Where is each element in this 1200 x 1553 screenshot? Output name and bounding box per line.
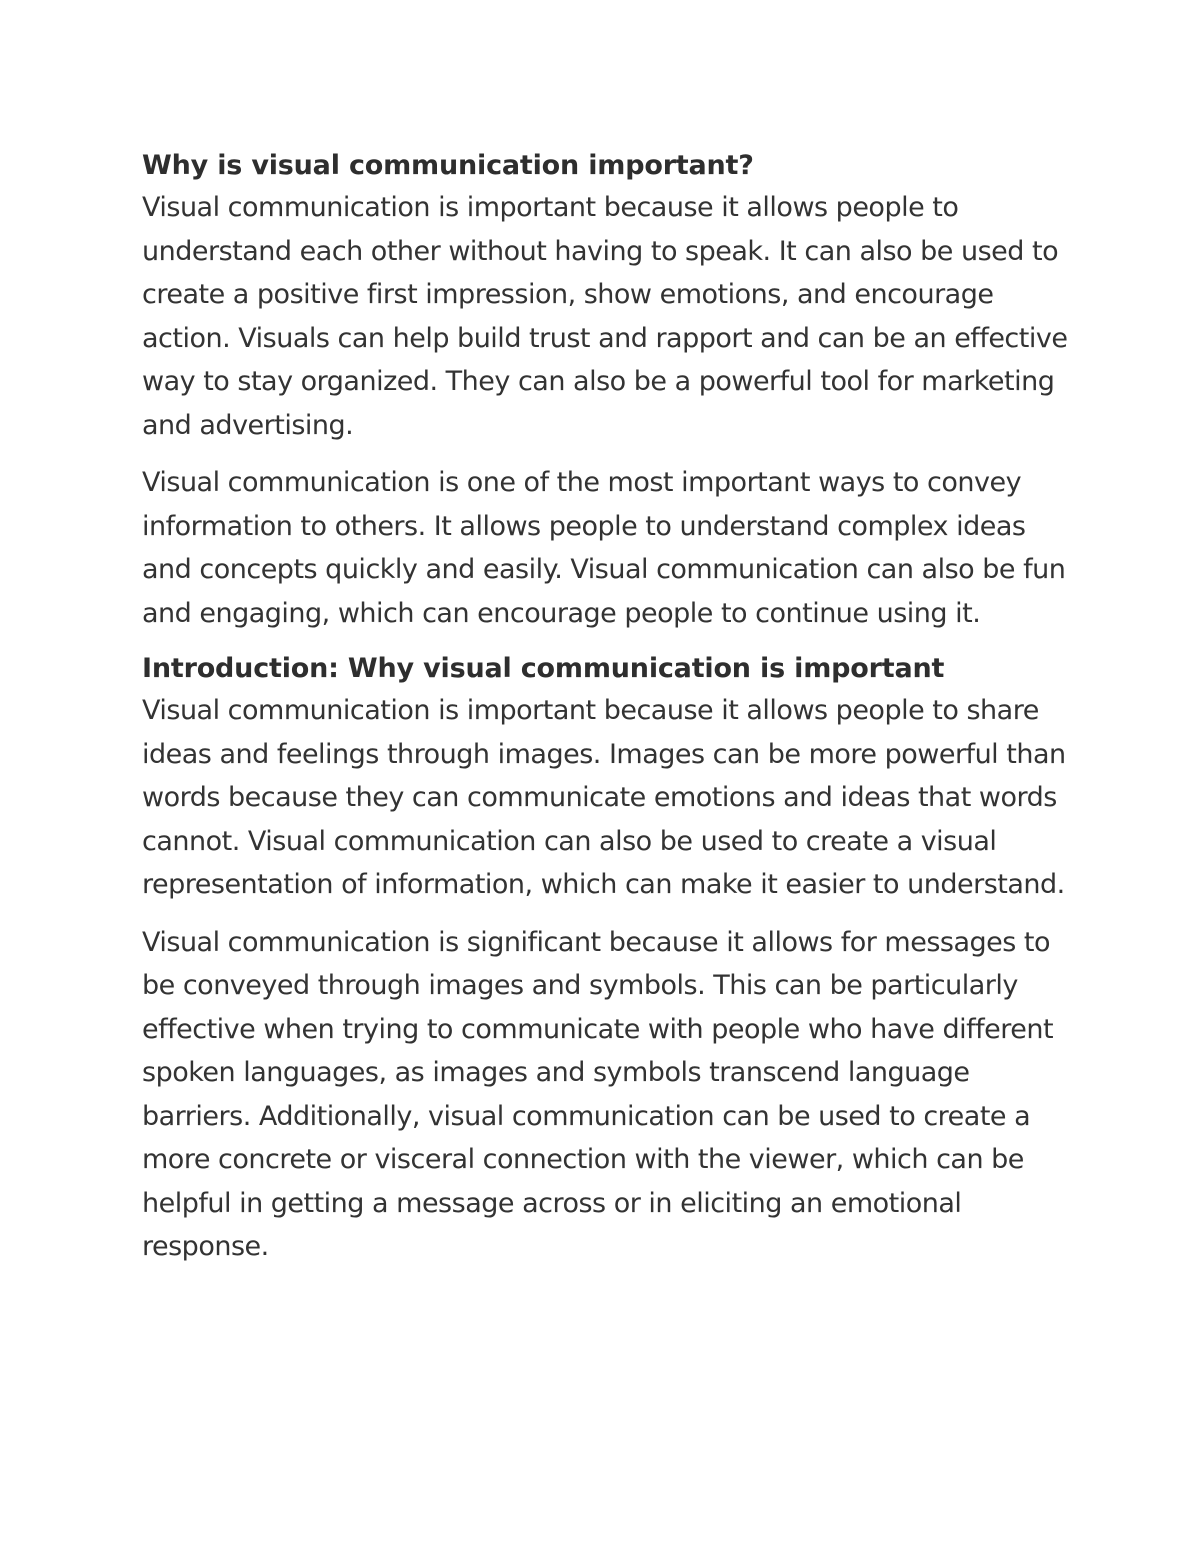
paragraph: Visual communication is one of the most important ways to convey information to others. It allows people to understand complex ideas and concepts quickly and easily. Visual communication can also be fun and engaging, which can encourage people to continue using it. <box>142 467 1066 629</box>
section-heading: Why is visual communication important? <box>142 150 754 181</box>
section-why-important <box>142 146 1072 635</box>
paragraph: Visual communication is significant because it allows for messages to be conveyed through images and symbols. This can be particularly effective when trying to communicate with people who have different spoken languages, as images and symbols transcend language barriers. Additionally, visual communication can be used to create a more concrete or visceral connection with the viewer, which can be helpful in getting a message across or in eliciting an emotional response. <box>142 926 1054 1262</box>
paragraph: Visual communication is important because it allows people to understand each other without having to speak. It can also be used to create a positive first impression, show emotions, and encourage action. Visuals can help build trust and rapport and can be an effective way to stay organized. They can also be a powerful tool for marketing and advertising. <box>142 192 1068 441</box>
section-heading: Introduction: Why visual communication is important <box>142 653 945 684</box>
section-introduction <box>142 649 1072 1269</box>
paragraph: Visual communication is important because it allows people to share ideas and feelings through images. Images can be more powerful than words because they can communicate emotions and ideas that words cannot. Visual communication can also be used to create a visual representation of information, which can make it easier to understand. <box>142 695 1066 900</box>
document-body <box>142 146 1072 1283</box>
